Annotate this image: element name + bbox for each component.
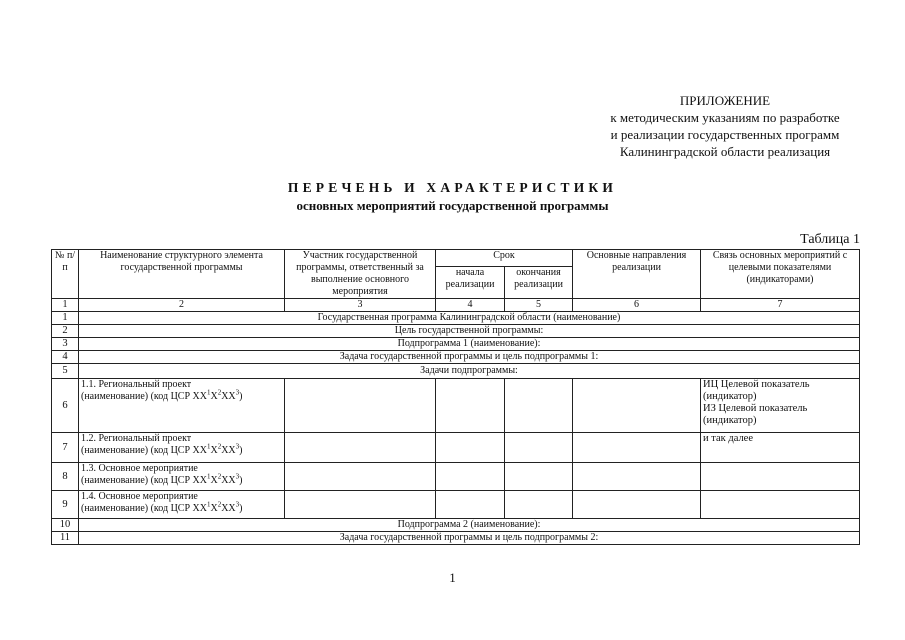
row-span-text: Подпрограмма 1 (наименование): <box>79 338 860 351</box>
empty-cell <box>436 491 505 519</box>
empty-cell <box>573 463 701 491</box>
col-number: 4 <box>436 299 505 312</box>
empty-cell <box>505 433 573 463</box>
element-code: (наименование) (код ЦСР XX <box>81 503 207 514</box>
header-directions: Основные направления реализации <box>573 250 701 299</box>
row-span-text: Задачи подпрограммы: <box>79 364 860 379</box>
indicator-text: ИЗ Целевой показатель (индикатор) <box>703 403 808 426</box>
superscript: 2 <box>217 388 222 397</box>
row-number: 9 <box>52 491 79 519</box>
col-number: 5 <box>505 299 573 312</box>
superscript: 1 <box>206 472 211 481</box>
element-name: 1.4. Основное мероприятие <box>81 491 198 502</box>
empty-cell <box>701 463 860 491</box>
element-name-cell <box>79 379 285 433</box>
superscript: 3 <box>235 442 240 451</box>
empty-cell <box>436 379 505 433</box>
row-number: 2 <box>52 325 79 338</box>
element-code: (наименование) (код ЦСР XX <box>81 391 207 402</box>
code-part: ) <box>239 391 243 402</box>
col-number: 6 <box>573 299 701 312</box>
col-number: 7 <box>701 299 860 312</box>
empty-cell <box>436 463 505 491</box>
indicator-text: ИЦ Целевой показатель (индикатор) <box>703 379 810 402</box>
table-row <box>52 532 860 545</box>
element-name: 1.1. Региональный проект <box>81 379 192 390</box>
code-part: XX <box>221 445 236 456</box>
row-span-text: Задача государственной программы и цель подпрограммы 2: <box>79 532 860 545</box>
element-name-cell <box>79 491 285 519</box>
superscript: 2 <box>217 500 222 509</box>
header-participant: Участник государственной программы, ответственный за выполнение основного мероприятия <box>285 250 436 299</box>
appendix-title: ПРИЛОЖЕНИЕ <box>679 93 771 108</box>
row-number: 1 <box>52 312 79 325</box>
document-title: ПЕРЕЧЕНЬ И ХАРАКТЕРИСТИКИ <box>287 180 618 195</box>
empty-cell <box>285 379 436 433</box>
header-start: начала реализации <box>436 266 505 298</box>
code-part: X <box>210 391 218 402</box>
empty-cell <box>573 379 701 433</box>
table-row <box>52 433 860 463</box>
superscript: 1 <box>206 500 211 509</box>
empty-cell <box>285 491 436 519</box>
empty-cell <box>285 433 436 463</box>
empty-cell <box>701 491 860 519</box>
row-number: 7 <box>52 433 79 463</box>
code-part: XX <box>221 475 236 486</box>
table-row <box>52 379 860 433</box>
empty-cell <box>573 491 701 519</box>
empty-cell <box>505 379 573 433</box>
table-row <box>52 519 860 532</box>
superscript: 3 <box>235 500 240 509</box>
empty-cell <box>436 433 505 463</box>
header-num: № п/п <box>52 250 79 299</box>
code-part: XX <box>221 391 236 402</box>
empty-cell <box>285 463 436 491</box>
code-part: X <box>210 503 218 514</box>
element-name: 1.2. Региональный проект <box>81 433 192 444</box>
code-part: XX <box>221 503 236 514</box>
element-name-cell <box>79 463 285 491</box>
element-name-cell <box>79 433 285 463</box>
row-number: 10 <box>52 519 79 532</box>
measures-table <box>51 249 860 545</box>
table-row <box>52 338 860 351</box>
appendix-block <box>560 92 890 160</box>
table-label: Таблица 1 <box>800 232 860 247</box>
superscript: 3 <box>235 472 240 481</box>
column-numbers-row <box>52 299 860 312</box>
row-number: 4 <box>52 351 79 364</box>
element-name: 1.3. Основное мероприятие <box>81 463 198 474</box>
empty-cell <box>505 491 573 519</box>
table-row <box>52 364 860 379</box>
superscript: 1 <box>206 442 211 451</box>
header-link: Связь основных мероприятий с целевыми показателями (индикаторами) <box>701 250 860 299</box>
superscript: 2 <box>217 472 222 481</box>
indicator-text: и так далее <box>703 433 754 444</box>
table-row <box>52 325 860 338</box>
header-row <box>52 250 860 267</box>
table-row <box>52 351 860 364</box>
superscript: 1 <box>206 388 211 397</box>
row-number: 11 <box>52 532 79 545</box>
appendix-line: и реализации государственных программ <box>610 127 840 142</box>
row-span-text: Государственная программа Калининградской области (наименование) <box>79 312 860 325</box>
link-cell <box>701 433 860 463</box>
row-number: 3 <box>52 338 79 351</box>
row-span-text: Задача государственной программы и цель подпрограммы 1: <box>79 351 860 364</box>
appendix-line: к методическим указаниям по разработке <box>610 110 840 125</box>
col-number: 1 <box>52 299 79 312</box>
element-code: (наименование) (код ЦСР XX <box>81 445 207 456</box>
table-row <box>52 312 860 325</box>
table-row <box>52 491 860 519</box>
table-row <box>52 463 860 491</box>
element-code: (наименование) (код ЦСР XX <box>81 475 207 486</box>
page-number: 1 <box>449 570 456 585</box>
code-part: ) <box>239 445 243 456</box>
col-number: 3 <box>285 299 436 312</box>
header-name: Наименование структурного элемента государственной программы <box>79 250 285 299</box>
code-part: ) <box>239 475 243 486</box>
document-subtitle: основных мероприятий государственной программы <box>296 198 609 213</box>
row-number: 5 <box>52 364 79 379</box>
header-end: окончания реализации <box>505 266 573 298</box>
superscript: 3 <box>235 388 240 397</box>
code-part: ) <box>239 503 243 514</box>
header-term: Срок <box>436 250 573 267</box>
row-span-text: Цель государственной программы: <box>79 325 860 338</box>
appendix-line: Калининградской области реализация <box>619 144 831 159</box>
row-span-text: Подпрограмма 2 (наименование): <box>79 519 860 532</box>
link-cell <box>701 379 860 433</box>
row-number: 6 <box>52 379 79 433</box>
code-part: X <box>210 475 218 486</box>
code-part: X <box>210 445 218 456</box>
superscript: 2 <box>217 442 222 451</box>
empty-cell <box>573 433 701 463</box>
col-number: 2 <box>79 299 285 312</box>
row-number: 8 <box>52 463 79 491</box>
empty-cell <box>505 463 573 491</box>
